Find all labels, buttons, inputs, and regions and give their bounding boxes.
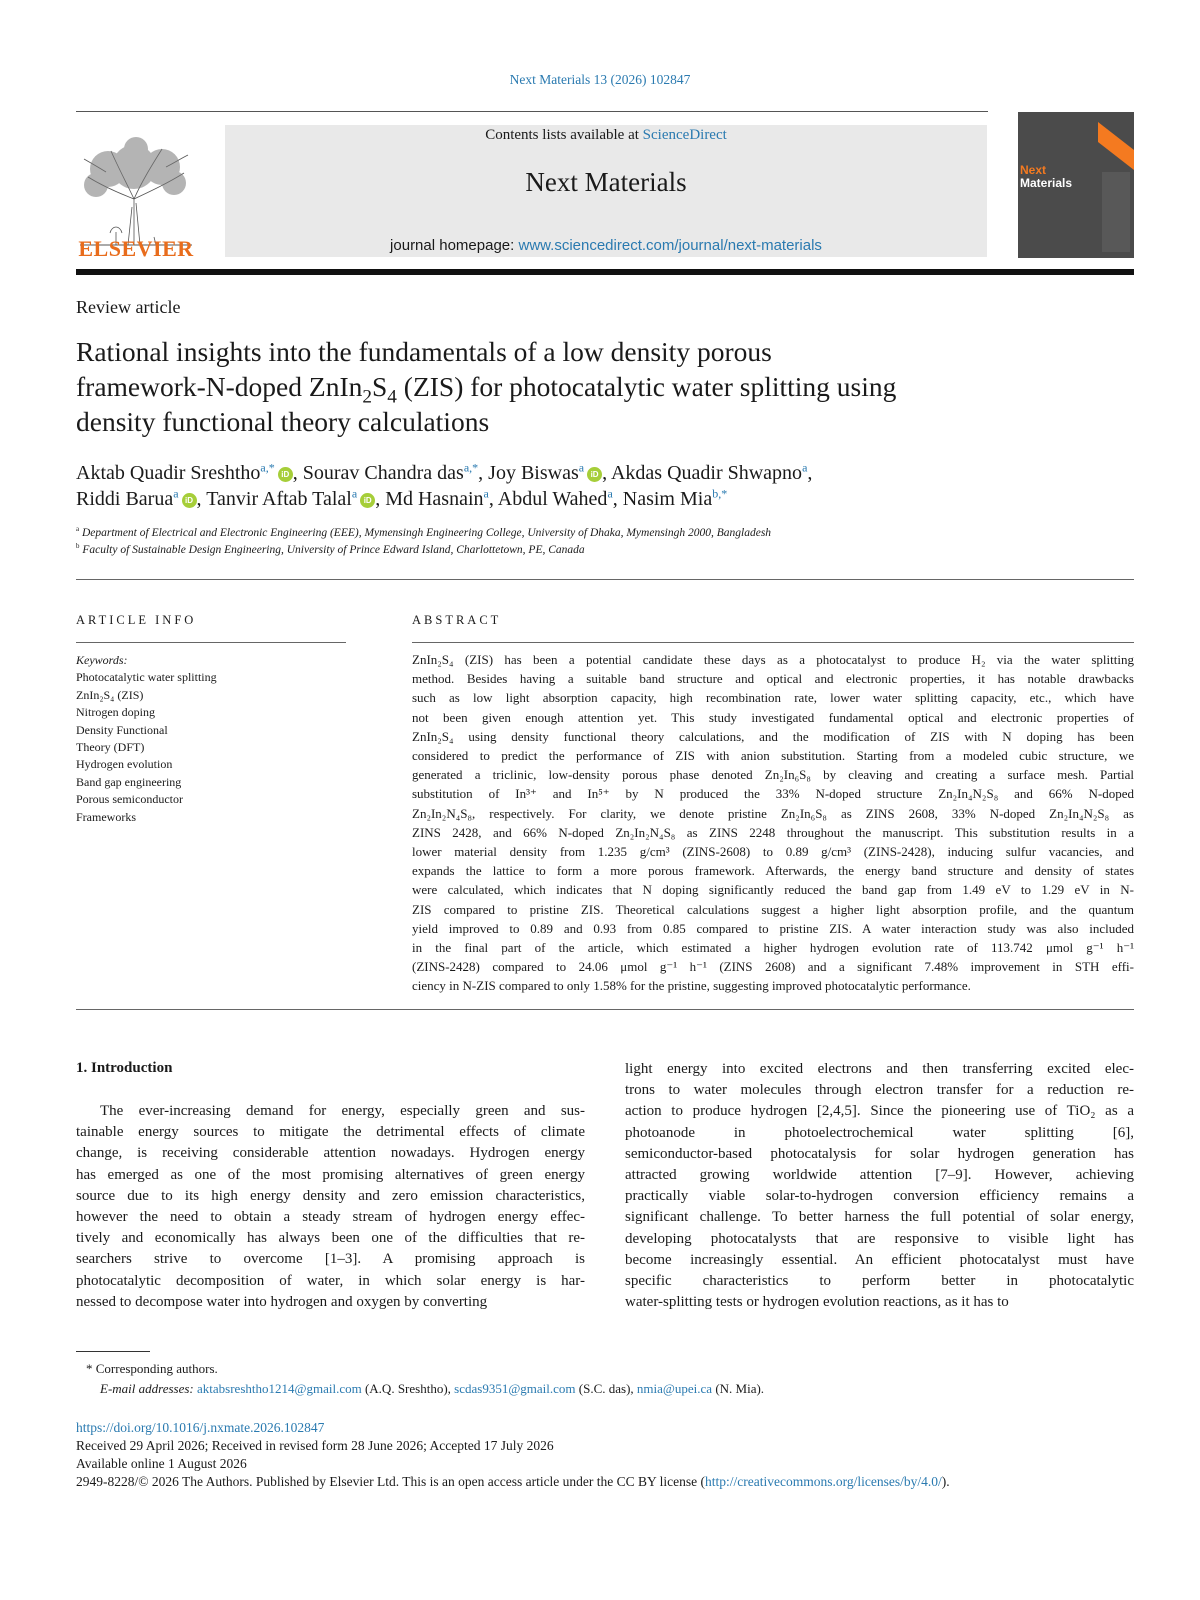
author-affil-mark[interactable]: a,* [463,460,479,475]
keyword: Photocatalytic water splitting [76,670,217,685]
abstract-line: ciency in N-ZIS compared to only 1.58% for the pristine, suggesting improved photocatalytic performance. [412,978,971,994]
abstract-line: ZnIn₂S₄ (ZIS) has been a potential candidate these days as a photocatalyst to produce H₂ via the water splitting [412,652,1134,667]
author-affil-mark[interactable]: a [802,460,808,475]
cover-title-materials: Materials [1020,176,1073,190]
abstract-body [412,650,1134,996]
abstract-line: were calculated, which indicates that N doping significantly reduced the band gap from 1.49 eV to 1.29 eV in N- [412,882,1134,898]
intro-line: developing photocatalysts that are responsive to visible light has [625,1230,1134,1247]
abstract-line: generated a triclinic, low-density porous phase denoted Zn₂In₆S₈ by cleaving and creating a surface mesh. Partial [412,767,1134,783]
author-name[interactable]: Akdas Quadir Shwapno [610,462,803,484]
author-affil-mark[interactable]: a [607,486,613,501]
journal-citation[interactable] [0,72,1200,88]
intro-line: searchers strive to overcome [1–3]. A promising approach is [76,1251,585,1268]
orcid-icon[interactable]: iD [360,493,375,508]
orcid-icon[interactable]: iD [587,467,602,482]
journal-cover-image[interactable] [1018,112,1134,258]
abstract-line: expands the lattice to form a more porous framework. Afterwards, the energy band structure and density of states [412,863,1134,879]
author-name[interactable]: Tanvir Aftab Talal [206,488,352,510]
author-affil-mark[interactable]: a [173,486,179,501]
author-name[interactable]: Sourav Chandra das [302,462,464,484]
author-affil-mark[interactable]: a [483,486,489,501]
keywords-label: Keywords: [76,653,128,667]
license-link[interactable]: http://creativecommons.org/licenses/by/4.0/ [705,1474,942,1489]
intro-line: practically viable solar-to-hydrogen conversion efficiency remains a [625,1188,1134,1205]
abstract-line: not been given enough attention yet. This study investigated fundamental optical and electronic properties of [412,709,1134,725]
corresponding-note: * Corresponding authors. [86,1361,218,1376]
abstract-line: Zn₂In₂N₄S₈, respectively. For clarity, we denote pristine Zn₂In₆S₈ as ZINS 2608, 33% N-doped Zn₂In₄N₂S₈ as [412,805,1134,821]
doi-link[interactable]: https://doi.org/10.1016/j.nxmate.2026.102847 [76,1420,325,1435]
intro-left-column [76,1101,585,1313]
author-name[interactable]: Aktab Quadir Sreshtho [76,462,261,484]
keyword: Hydrogen evolution [76,757,173,772]
license-line: 2949-8228/© 2026 The Authors. Published by Elsevier Ltd. This is an open access article under the CC BY license (http://creativecommons.org/licenses/by/4.0/). [76,1474,950,1489]
intro-line: become increasingly essential. An efficient photocatalyst must have [625,1251,1134,1268]
affiliation-b: $^b$ Faculty of Sustainable Design Engineering, University of Prince Edward Island, Charlottetown, PE, Canada [76,543,585,556]
email-addresses: E-mail addresses: aktabsreshtho1214@gmail.com (A.Q. Sreshtho), scdas9351@gmail.com (S.C. das), nmia@upei.ca (N. Mia). [100,1381,765,1396]
intro-line: semiconductor-based photocatalysis for solar hydrogen generation has [625,1145,1134,1162]
abstract-rule [412,642,1134,643]
section-heading-introduction: 1. Introduction [76,1060,173,1076]
intro-line: change, is receiving considerable attention nowadays. Hydrogen energy [76,1145,585,1162]
keyword: Band gap engineering [76,774,182,789]
journal-banner [225,125,987,257]
abstract-line: method. Besides having a suitable band structure and optical and electronic properties, it has notable drawbacks [412,671,1134,687]
author-name[interactable]: Joy Biswas [488,462,579,484]
author-affil-mark[interactable]: a,* [260,460,275,475]
abstract-divider [76,1009,1134,1010]
abstract-line: ZIS compared to pristine ZIS. Theoretical calculations suggest a higher light absorption profile, and the quantum [412,901,1134,917]
author-name[interactable]: Nasim Mia [622,488,713,510]
header-divider [76,111,988,112]
intro-line: trons to water molecules through electron transfer for a reduction re- [625,1082,1134,1099]
citation-link[interactable]: Next Materials 13 (2026) 102847 [509,72,691,87]
intro-line: source due to its high energy density and zero emission characteristics, [76,1187,585,1204]
abstract-heading: ABSTRACT [412,613,502,627]
cover-title-next: Next [1020,163,1047,177]
email-link[interactable]: nmia@upei.ca [636,1381,713,1396]
intro-line: has emerged as one of the most promising alternatives of green energy [76,1166,585,1183]
keyword: ZnIn₂S₄ (ZIS) [76,687,144,702]
intro-line: significant challenge. To better harness the full potential of solar energy, [625,1209,1134,1226]
article-type: Review article [76,297,181,317]
abstract-line: ZnIn₂S₄ using density functional theory calculations, and the modification of ZIS with N doping has been [412,728,1134,744]
intro-line: water-splitting tests or hydrogen evolution reactions, as it has to [625,1294,1009,1311]
author-affil-mark[interactable]: b,* [712,486,728,501]
keyword: Density Functional [76,722,168,737]
affiliation-divider [76,579,1134,580]
intro-line: however the need to obtain a steady stream of hydrogen energy effec- [76,1209,585,1226]
received-dates: Received 29 April 2026; Received in revised form 28 June 2026; Accepted 17 July 2026 [76,1438,554,1453]
keyword: Theory (DFT) [76,740,145,755]
abstract-line: lower material density from 1.235 g/cm³ (ZINS-2608) to 0.89 g/cm³ (ZINS-2428), inducing sulfur vacancies, and [412,844,1134,860]
author-affil-mark[interactable]: a [578,460,585,475]
abstract-line: ZINS 2428, and 66% N-doped Zn₂In₂N₄S₈ as ZINS 2248 throughout the manuscript. This substitution results in a [412,824,1134,840]
intro-line: specific characteristics to perform better in photocatalytic [625,1273,1134,1290]
sciencedirect-link[interactable]: ScienceDirect [642,127,727,143]
intro-line: The ever-increasing demand for energy, especially green and sus- [100,1103,585,1119]
article-title: Rational insights into the fundamentals of a low density porous framework-N-doped $ZnIn_2S_4$ (ZIS) for photocatalytic water splitting using density functional theory calculations [76,336,897,437]
email-link[interactable]: aktabsreshtho1214@gmail.com [197,1381,362,1396]
contents-line: Contents lists available at ScienceDirect [485,127,727,143]
abstract-line: yield improved to 0.89 and 0.93 from 0.85 compared to pristine ZIS. A water interaction study was also included [412,920,1134,936]
article-info-heading: ARTICLE INFO [76,613,197,627]
keyword: Frameworks [76,809,136,824]
author-name[interactable]: Riddi Barua [76,488,174,510]
email-link[interactable]: scdas9351@gmail.com [454,1381,576,1396]
journal-homepage: journal homepage: www.sciencedirect.com/journal/next-materials [390,237,822,254]
abstract-line: in the final part of the article, which estimated a higher hydrogen evolution rate of 113.742 μmol g⁻¹ h⁻¹ [412,940,1134,956]
abstract-line: considered to predict the performance of ZIS with anion substitution. Starting from a modeled cubic structure, we [412,748,1134,764]
keyword: Nitrogen doping [76,705,155,720]
intro-line: tively and economically has always been one of the difficulties that re- [76,1230,585,1247]
intro-line: photoanode in photoelectrochemical water splitting [6], [625,1124,1134,1141]
footnote-rule [76,1351,150,1352]
intro-line: photocatalytic decomposition of water, in which solar energy is har- [76,1272,585,1289]
available-online: Available online 1 August 2026 [76,1456,247,1471]
orcid-icon[interactable]: iD [278,467,293,482]
author-name[interactable]: Md Hasnain [385,488,484,510]
intro-line: light energy into excited electrons and then transferring excited elec- [625,1061,1134,1077]
author-affil-mark[interactable]: a [351,486,358,501]
author-list: Aktab Quadir Sreshtho$^{a,*}$iD , Sourav Chandra das$^{a,*}$, Joy Biswas$^a$iD , Akdas Quadir Shwapno$^a$, Riddi Barua$^a$iD , Tanvir Aftab Talal$^a$iD , Md Hasnain$^a$, Abdul Wahed$^a$, Nasim Mia$^{b,*}$ [76,460,813,510]
header-thick-rule [76,269,1134,275]
abstract-line: substitution of In³⁺ and In⁵⁺ by N produced the 33% N-doped structure Zn₂In₄N₂S₈ and 66% N-doped [412,786,1134,802]
intro-line: tainable energy sources to mitigate the detrimental effects of climate [76,1124,585,1141]
homepage-link[interactable]: www.sciencedirect.com/journal/next-materials [518,237,822,254]
author-name[interactable]: Abdul Wahed [497,488,608,510]
journal-title: Next Materials [525,167,687,197]
intro-right-column [625,1059,1134,1313]
affiliation-a: $^a$ Department of Electrical and Electronic Engineering (EEE), Mymensingh Engineering College, University of Dhaka, Mymensingh 2000, Bangladesh [76,526,772,539]
intro-line: attracted growing worldwide attention [7–9]. However, achieving [625,1167,1134,1184]
orcid-icon[interactable]: iD [182,493,197,508]
elsevier-wordmark: ELSEVIER [78,236,194,261]
abstract-line: (ZINS-2428) compared to 24.06 μmol g⁻¹ h⁻¹ (ZINS 2608) and a significant 7.48% improvement in STH effi- [412,959,1134,975]
intro-line: action to produce hydrogen [2,4,5]. Since the pioneering use of TiO₂ as a [625,1103,1134,1120]
keyword: Porous semiconductor [76,792,183,807]
keywords-list [76,652,217,826]
article-info-rule [76,642,346,643]
intro-line: nessed to decompose water into hydrogen and oxygen by converting [76,1293,488,1310]
abstract-line: such as low light absorption capacity, high recombination rate, lower water splitting capacity, etc., which have [412,690,1134,706]
